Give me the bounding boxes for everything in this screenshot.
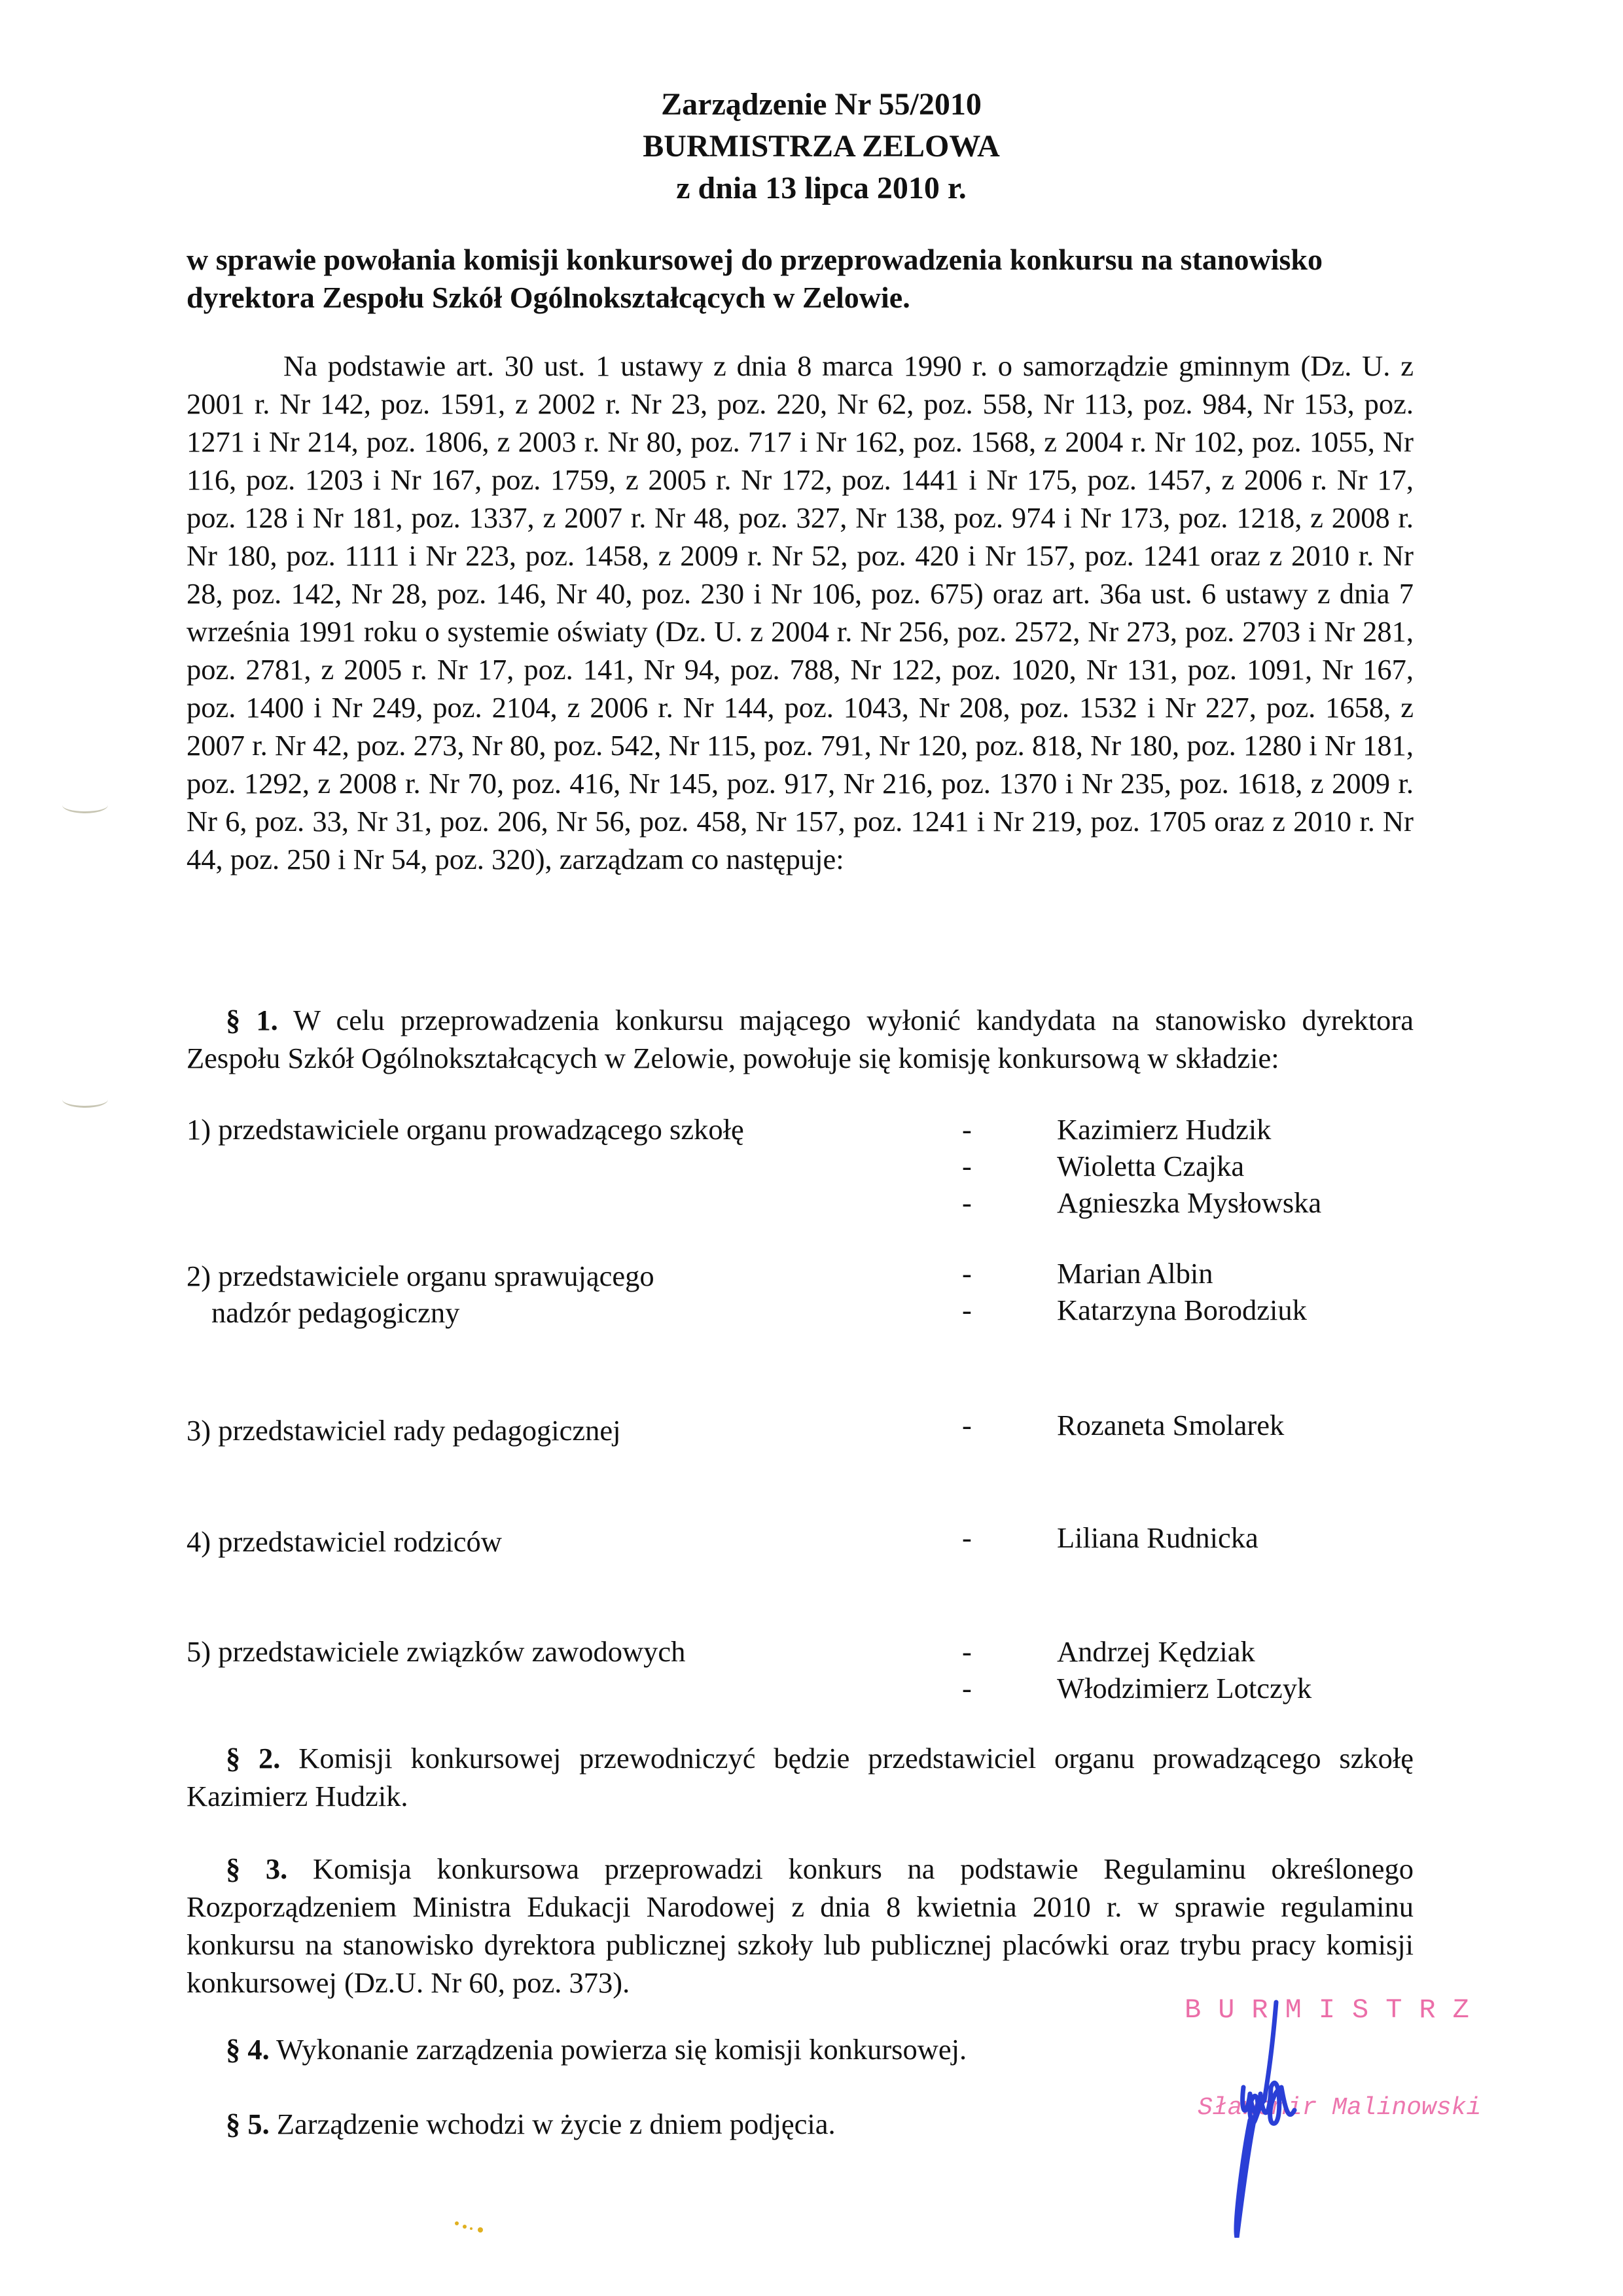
section-mark: § 2. [226,1742,281,1775]
document-title: Zarządzenie Nr 55/2010 [661,87,982,122]
member-name: Kazimierz Hudzik [1057,1113,1272,1146]
punch-hole-mark [62,797,108,813]
section-text: Zarządzenie wchodzi w życie z dniem podjęcia. [269,2108,836,2140]
section-text: W celu przeprowadzenia konkursu mającego wyłonić kandydata na stanowisko dyrektora Zespołu Szkół Ogólnokształcących w Zelowie, powołuje się komisję konkursową w składzie: [187,1004,1414,1074]
document-subject: w sprawie powołania komisji konkursowej do przeprowadzenia konkursu na stanowisko dyrektora Zespołu Szkół Ogólnokształcących w Zelowie. [187,243,1323,314]
member-name: Marian Albin [1057,1257,1213,1290]
section-mark: § 5. [226,2108,270,2140]
member-name: Agnieszka Mysłowska [1057,1186,1322,1219]
section-mark: § 1. [226,1004,278,1036]
group-label: 3) przedstawiciel rady pedagogicznej [187,1414,621,1447]
section-mark: § 4. [226,2033,270,2066]
official-stamp-name: Sławomir Malinowski [1198,2094,1482,2122]
legal-basis-paragraph: Na podstawie art. 30 ust. 1 ustawy z dnia 8 marca 1990 r. o samorządzie gminnym (Dz. U. z 2001 r. Nr 142, poz. 1591, z 2002 r. Nr 23, poz. 220, Nr 62, poz. 558, Nr 113, poz. 984, Nr 153, poz. 1271 i Nr 214, poz. 1806, z 2003 r. Nr 80, poz. 717 i Nr 162, poz. 1568, z 2004 r. Nr 102, poz. 1055, Nr 116, poz. 1203 i Nr 167, poz. 1759, z 2005 r. Nr 172, poz. 1441 i Nr 175, poz. 1457, z 2006 r. Nr 17, poz. 128 i Nr 181, poz. 1337, z 2007 r. Nr 48, poz. 327, Nr 138, poz. 974 i Nr 173, poz. 1218, z 2008 r. Nr 180, poz. 1111 i Nr 223, poz. 1458, z 2009 r. Nr 52, poz. 420 i Nr 157, poz. 1241 oraz z 2010 r. Nr 28, poz. 142, Nr 28, poz. 146, Nr 40, poz. 230 i Nr 106, poz. 675) oraz art. 36a ust. 6 ustawy z dnia 7 września 1991 roku o systemie oświaty (Dz. U. z 2004 r. Nr 256, poz. 2572, Nr 273, poz. 2703 i Nr 281, poz. 2781, z 2005 r. Nr 17, poz. 141, Nr 94, poz. 788, Nr 122, poz. 1020, Nr 131, poz. 1091, Nr 167, poz. 1400 i Nr 249, poz. 2104, z 2006 r. Nr 144, poz. 1043, Nr 208, poz. 1532 i Nr 227, poz. 1658, z 2007 r. Nr 42, poz. 273, Nr 80, poz. 542, Nr 115, poz. 791, Nr 120, poz. 818, Nr 180, poz. 1280 i Nr 181, poz. 1292, z 2008 r. Nr 70, poz. 416, Nr 145, poz. 917, Nr 216, poz. 1370 i Nr 235, poz. 1618, z 2009 r. Nr 6, poz. 33, Nr 31, poz. 206, Nr 56, poz. 458, Nr 157, poz. 1241 i Nr 219, poz. 1705 oraz z 2010 r. Nr 44, poz. 250 i Nr 54, poz. 320), zarządzam co następuje: [187,349,1414,875]
member-name: Rozaneta Smolarek [1057,1409,1285,1441]
member-name: Katarzyna Borodziuk [1057,1294,1307,1326]
section-1 [187,1001,1414,1077]
group-label: 2) przedstawiciele organu sprawującego nadzór pedagogiczny [187,1260,654,1329]
punch-hole-mark [62,1091,108,1108]
group-label: 5) przedstawiciele związków zawodowych [187,1635,686,1668]
group-label: 1) przedstawiciele organu prowadzącego szkołę [187,1113,744,1146]
member-name: Andrzej Kędziak [1057,1635,1255,1668]
official-stamp-title: BURMISTRZ [1185,1994,1486,2026]
member-name: Liliana Rudnicka [1057,1521,1258,1554]
document-date: z dnia 13 lipca 2010 r. [676,171,967,205]
section-text: Wykonanie zarządzenia powierza się komisji konkursowej. [269,2033,967,2066]
section-text: Komisja konkursowa przeprowadzi konkurs na podstawie Regulaminu określonego Rozporządzeniem Ministra Edukacji Narodowej z dnia 8 kwietnia 2010 r. w sprawie regulaminu konkursu na stanowisko dyrektora publicznej szkoły lub publicznej placówki oraz trybu pracy komisji konkursowej (Dz.U. Nr 60, poz. 373). [187,1852,1414,1999]
member-name: Wioletta Czajka [1057,1150,1245,1182]
signature-icon [1217,1989,1348,2238]
section-mark: § 3. [226,1852,288,1885]
document-header [0,84,1623,209]
member-name: Włodzimierz Lotczyk [1057,1672,1312,1704]
section-2 [187,1739,1414,1815]
section-text: Komisji konkursowej przewodniczyć będzie przedstawiciel organu prowadzącego szkołę Kazimierz Hudzik. [187,1742,1414,1812]
section-3 [187,1850,1414,2002]
ink-speck-icon [452,2218,491,2238]
issuer: BURMISTRZA ZELOWA [643,129,1000,164]
group-label: 4) przedstawiciel rodziców [187,1525,502,1558]
